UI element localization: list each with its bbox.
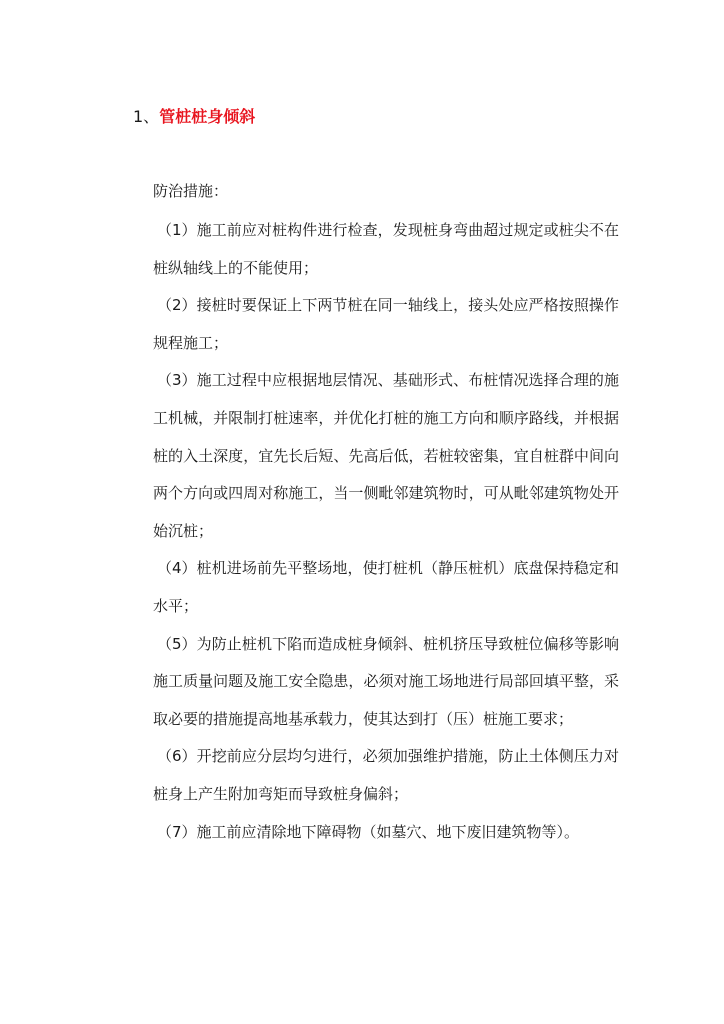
measure-text: 施工过程中应根据地层情况、基础形式、布桩情况选择合理的施工机械，并限制打桩速率，并优化打桩的施工方向和顺序路线，并根据桩的入土深度，宜先长后短、先高后低，若桩较密集，宜自桩群中间向两个方向或四周对称施工，当一侧毗邻建筑物时，可从毗邻建筑物处开始沉桩； bbox=[153, 371, 619, 540]
measures-list bbox=[153, 212, 619, 851]
measure-item-4 bbox=[153, 550, 619, 625]
measure-text: 施工前应对桩构件进行检查，发现桩身弯曲超过规定或桩尖不在桩纵轴线上的不能使用； bbox=[153, 221, 619, 277]
measure-item-5 bbox=[153, 626, 619, 739]
measure-text: 接桩时要保证上下两节桩在同一轴线上，接头处应严格按照操作规程施工； bbox=[153, 296, 619, 352]
heading-number: 1、 bbox=[133, 107, 160, 126]
measure-item-6 bbox=[153, 738, 619, 813]
measure-item-7 bbox=[153, 814, 619, 852]
measure-marker: （2） bbox=[157, 296, 197, 315]
measure-marker: （3） bbox=[157, 371, 197, 390]
measure-item-1 bbox=[153, 212, 619, 287]
measure-marker: （5） bbox=[157, 634, 197, 653]
measure-text: 为防止桩机下陷而造成桩身倾斜、桩机挤压导致桩位偏移等影响施工质量问题及施工安全隐患，必须对施工场地进行局部回填平整，采取必要的措施提高地基承载力，使其达到打（压）桩施工要求； bbox=[153, 634, 619, 728]
heading-title: 管桩桩身倾斜 bbox=[159, 107, 256, 126]
section-heading bbox=[133, 106, 255, 128]
measure-item-3 bbox=[153, 362, 619, 550]
measure-marker: （1） bbox=[157, 221, 197, 239]
measure-text: 施工前应清除地下障碍物（如墓穴、地下废旧建筑物等）。 bbox=[196, 822, 580, 841]
measures-label: 防治措施： bbox=[153, 182, 229, 200]
measure-marker: （6） bbox=[157, 747, 197, 766]
measure-marker: （7） bbox=[157, 822, 197, 841]
measure-text: 开挖前应分层均匀进行，必须加强维护措施，防止土体侧压力对桩身上产生附加弯矩而导致桩身偏斜； bbox=[153, 747, 619, 803]
measure-item-2 bbox=[153, 287, 619, 362]
measure-text: 桩机进场前先平整场地，使打桩机（静压桩机）底盘保持稳定和水平； bbox=[153, 559, 619, 615]
measure-marker: （4） bbox=[157, 559, 197, 578]
